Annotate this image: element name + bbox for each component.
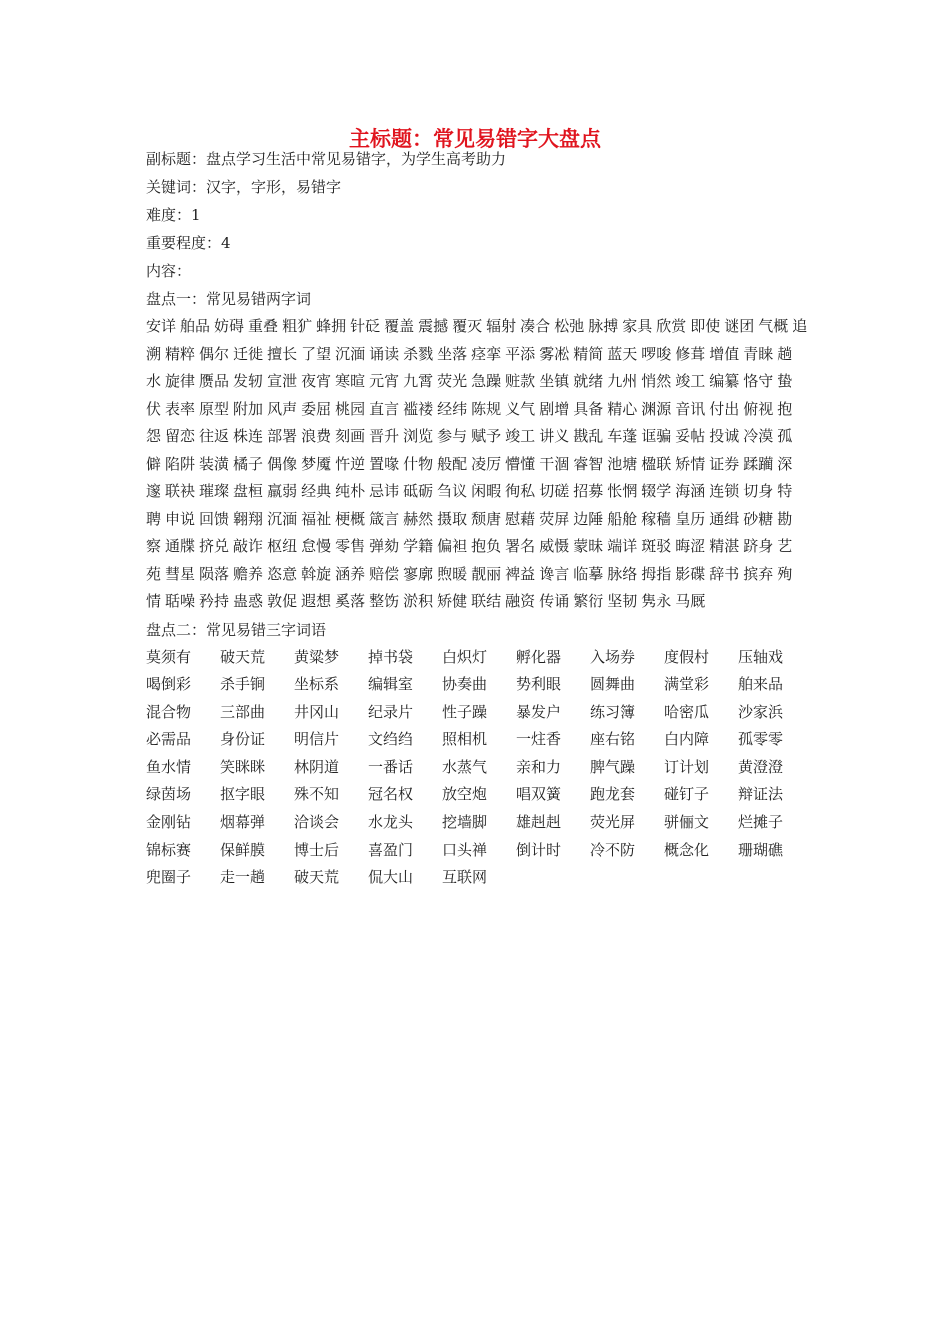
word-item: 矫健 <box>437 592 468 610</box>
word-item: 敲诈 <box>233 537 264 555</box>
word-item: 奚落 <box>335 592 366 610</box>
word-item: 博士后 <box>294 840 340 859</box>
word-item: 坐落 <box>437 344 468 363</box>
word-item: 般配 <box>437 454 468 473</box>
word-item: 孵化器 <box>516 647 562 666</box>
word-item: 即使 <box>690 317 721 335</box>
word-item: 脉搏 <box>588 317 619 335</box>
importance-line: 重要程度：4 <box>146 234 231 252</box>
word-item: 恣意 <box>267 564 298 583</box>
word-item: 桃园 <box>335 399 366 418</box>
word-item: 裨益 <box>505 564 536 583</box>
word-item: 雄赳赳 <box>516 813 562 832</box>
word-item: 煦暖 <box>437 564 468 583</box>
word-item: 蓝天 <box>607 344 638 363</box>
word-item: 斑驳 <box>641 537 672 555</box>
word-item: 冠名权 <box>368 785 414 804</box>
word-item: 直言 <box>369 399 400 418</box>
word-item: 竣工 <box>675 372 706 390</box>
word-item: 偶像 <box>267 454 298 473</box>
word-item: 荧光屏 <box>590 813 636 832</box>
word-item: 编辑室 <box>368 675 414 694</box>
word-item: 零售 <box>335 537 366 555</box>
difficulty-line: 难度：1 <box>146 206 201 224</box>
word-item: 林阴道 <box>294 757 340 776</box>
word-item: 黄澄澄 <box>738 757 784 776</box>
word-item: 传诵 <box>539 592 570 610</box>
word-item: 置喙 <box>369 454 400 473</box>
word-item: 恪守 <box>743 372 774 390</box>
word-item: 边陲 <box>573 509 604 528</box>
word-item: 招募 <box>573 482 604 500</box>
word-item: 烂摊子 <box>738 813 784 832</box>
word-item: 痉挛 <box>471 344 502 363</box>
word-item: 修葺 <box>675 344 706 363</box>
word-item: 口头禅 <box>442 840 488 859</box>
word-item: 砂糖 <box>743 509 774 528</box>
word-item: 颓唐 <box>471 509 502 528</box>
word-item: 迁徙 <box>233 344 264 363</box>
word-item: 殉情 <box>146 564 793 610</box>
word-item: 诓骗 <box>641 427 672 445</box>
word-item: 聒噪 <box>165 592 196 610</box>
word-item: 诵读 <box>369 344 400 363</box>
word-item: 安详 <box>146 317 177 335</box>
word-item: 一番话 <box>368 757 414 776</box>
word-item: 陷阱 <box>165 454 196 473</box>
word-item: 了望 <box>301 344 332 363</box>
word-item: 势利眼 <box>516 675 562 694</box>
word-item: 投诚 <box>709 427 740 445</box>
word-item: 箴言 <box>369 509 400 528</box>
word-item: 九州 <box>607 372 638 390</box>
word-item: 急躁 <box>471 372 502 390</box>
word-item: 兜圈子 <box>146 868 192 887</box>
word-item: 表率 <box>165 399 196 418</box>
word-item: 雾凇 <box>539 344 570 363</box>
word-item: 抠字眼 <box>220 785 266 804</box>
word-item: 勘察 <box>146 509 793 555</box>
word-item: 砥砺 <box>403 482 434 500</box>
word-item: 悄然 <box>641 372 672 390</box>
word-item: 明信片 <box>294 730 340 749</box>
word-item: 通缉 <box>709 509 740 528</box>
word-item: 切身 <box>743 482 774 500</box>
word-item: 联袂 <box>165 482 196 500</box>
word-item: 坐镇 <box>539 372 570 390</box>
word-item: 风声 <box>267 399 298 418</box>
word-item: 参与 <box>437 427 468 445</box>
word-item: 什物 <box>403 454 434 473</box>
word-item: 闲暇 <box>471 482 502 500</box>
word-item: 临摹 <box>573 564 604 583</box>
word-item: 元宵 <box>369 372 400 390</box>
word-item: 梗概 <box>335 509 366 528</box>
word-item: 辐射 <box>486 317 517 335</box>
word-item: 睿智 <box>573 454 604 473</box>
word-item: 蒙昧 <box>573 537 604 555</box>
word-item: 走一趟 <box>220 868 266 887</box>
word-item: 俯视 <box>743 399 774 418</box>
word-item: 满堂彩 <box>664 675 710 694</box>
word-item: 辍学 <box>641 482 672 500</box>
word-item: 保鲜膜 <box>220 840 266 859</box>
word-item: 端详 <box>607 537 638 555</box>
word-item: 船舱 <box>607 509 638 528</box>
word-item: 怅惘 <box>607 482 638 500</box>
word-item: 刍议 <box>437 482 468 500</box>
word-item: 荧屏 <box>539 509 570 528</box>
word-item: 发轫 <box>233 372 264 390</box>
word-item: 唱双簧 <box>516 785 562 804</box>
word-item: 珊瑚礁 <box>738 840 784 859</box>
word-item: 蛊惑 <box>233 592 264 610</box>
word-item: 经纬 <box>437 399 468 418</box>
word-item: 慰藉 <box>505 509 536 528</box>
word-item: 付出 <box>709 399 740 418</box>
word-item: 谜团 <box>724 317 755 335</box>
keywords-line: 关键词：汉字，字形，易错字 <box>146 178 342 196</box>
word-item: 陨落 <box>199 564 230 583</box>
word-item: 圆舞曲 <box>590 675 636 694</box>
word-item: 谗言 <box>539 564 570 583</box>
word-item: 隽永 <box>641 592 672 610</box>
word-item: 赡养 <box>233 564 264 583</box>
word-item: 切磋 <box>539 482 570 500</box>
word-item: 偶尔 <box>199 344 230 363</box>
section2-heading: 盘点二：常见易错三字词语 <box>146 620 327 639</box>
word-item: 烟幕弹 <box>220 813 266 832</box>
word-item: 靓丽 <box>471 564 502 583</box>
word-item: 辩证法 <box>738 785 784 804</box>
word-item: 妨碍 <box>214 317 245 335</box>
word-item: 淤积 <box>403 592 434 610</box>
word-item: 殊不知 <box>294 785 340 804</box>
section1-heading: 盘点一：常见易错两字词 <box>146 290 312 308</box>
word-item: 通牒 <box>165 537 196 555</box>
word-item: 部署 <box>267 427 298 445</box>
word-item: 敦促 <box>267 592 298 610</box>
word-item: 放空炮 <box>442 785 488 804</box>
word-item: 蜂拥 <box>316 317 347 335</box>
word-item: 纪录片 <box>368 702 414 721</box>
word-item: 凑合 <box>520 317 551 335</box>
word-item: 练习簿 <box>590 702 636 721</box>
word-item: 松弛 <box>554 317 585 335</box>
word-item: 晋升 <box>369 427 400 445</box>
word-item: 陈规 <box>471 399 502 418</box>
word-item: 池塘 <box>607 454 638 473</box>
word-item: 矫情 <box>675 454 706 473</box>
word-item: 拇指 <box>641 564 672 583</box>
word-item: 株连 <box>233 427 264 445</box>
word-item: 深邃 <box>146 454 793 500</box>
word-item: 忤逆 <box>335 454 366 473</box>
content-label: 内容： <box>146 262 192 280</box>
word-item: 平添 <box>505 344 536 363</box>
word-item: 彗星 <box>165 564 196 583</box>
word-item: 联结 <box>471 592 502 610</box>
word-item: 浏览 <box>403 427 434 445</box>
word-item: 喜盈门 <box>368 840 414 859</box>
word-item: 度假村 <box>664 647 710 666</box>
word-item: 遐想 <box>301 592 332 610</box>
word-item: 具备 <box>573 399 604 418</box>
word-item: 协奏曲 <box>442 675 488 694</box>
word-item: 破天荒 <box>294 868 340 887</box>
word-item: 绿茵场 <box>146 785 192 804</box>
word-item: 渊源 <box>641 399 672 418</box>
word-item: 身份证 <box>220 730 266 749</box>
word-item: 擅长 <box>267 344 298 363</box>
word-item: 暴发户 <box>516 702 562 721</box>
word-item: 艺苑 <box>146 537 793 583</box>
word-item: 往返 <box>199 427 230 445</box>
word-item: 摄取 <box>437 509 468 528</box>
word-item: 怠慢 <box>301 537 332 555</box>
word-item: 装潢 <box>199 454 230 473</box>
word-item: 洽谈会 <box>294 813 340 832</box>
word-item: 金刚钻 <box>146 813 192 832</box>
word-item: 就绪 <box>573 372 604 390</box>
word-item: 气概 <box>758 317 789 335</box>
word-item: 孤僻 <box>146 427 793 473</box>
word-item: 水蒸气 <box>442 757 488 776</box>
word-item: 必需品 <box>146 730 192 749</box>
word-item: 一炷香 <box>516 730 562 749</box>
word-item: 莫须有 <box>146 647 192 666</box>
word-item: 骈俪文 <box>664 813 710 832</box>
word-item: 署名 <box>505 537 536 555</box>
word-item: 融资 <box>505 592 536 610</box>
word-item: 井冈山 <box>294 702 340 721</box>
word-item: 赔偿 <box>369 564 400 583</box>
word-item: 斡旋 <box>301 564 332 583</box>
word-item: 妥帖 <box>675 427 706 445</box>
word-item: 义气 <box>505 399 536 418</box>
word-item: 寒暄 <box>335 372 366 390</box>
word-item: 针砭 <box>350 317 381 335</box>
word-item: 赫然 <box>403 509 434 528</box>
word-item: 涵养 <box>335 564 366 583</box>
word-item: 威慑 <box>539 537 570 555</box>
word-item: 赝品 <box>199 372 230 390</box>
word-item: 精简 <box>573 344 604 363</box>
word-item: 脉络 <box>607 564 638 583</box>
word-item: 辞书 <box>709 564 740 583</box>
word-item: 坐标系 <box>294 675 340 694</box>
word-item: 寥廓 <box>403 564 434 583</box>
word-item: 经典 <box>301 482 332 500</box>
word-item: 旋律 <box>165 372 196 390</box>
word-item: 褴褛 <box>403 399 434 418</box>
word-item: 入场券 <box>590 647 636 666</box>
word-item: 青睐 <box>743 344 774 363</box>
word-item: 混合物 <box>146 702 192 721</box>
main-title: 主标题：常见易错字大盘点 <box>349 127 601 151</box>
word-item: 留恋 <box>165 427 196 445</box>
word-item: 九霄 <box>403 372 434 390</box>
word-item: 喝倒彩 <box>146 675 192 694</box>
word-item: 舶品 <box>180 317 211 335</box>
word-item: 赋予 <box>471 427 502 445</box>
word-item: 覆灭 <box>452 317 483 335</box>
word-item: 夜宵 <box>301 372 332 390</box>
word-item: 追溯 <box>146 317 808 363</box>
word-item: 赃款 <box>505 372 536 390</box>
word-item: 亲和力 <box>516 757 562 776</box>
word-item: 碰钉子 <box>664 785 710 804</box>
word-item: 璀璨 <box>199 482 230 500</box>
word-item: 照相机 <box>442 730 488 749</box>
word-item: 精湛 <box>709 537 740 555</box>
word-item: 文绉绉 <box>368 730 414 749</box>
word-item: 沙家浜 <box>738 702 784 721</box>
word-item: 沉湎 <box>267 509 298 528</box>
word-item: 白炽灯 <box>442 647 488 666</box>
word-item: 覆盖 <box>384 317 415 335</box>
word-item: 影碟 <box>675 564 706 583</box>
word-item: 增值 <box>709 344 740 363</box>
word-item: 戡乱 <box>573 427 604 445</box>
two-char-word-list <box>146 313 811 616</box>
word-item: 精心 <box>607 399 638 418</box>
word-item: 繁衍 <box>573 592 604 610</box>
word-item: 晦涩 <box>675 537 706 555</box>
word-item: 舶来品 <box>738 675 784 694</box>
word-item: 黄粱梦 <box>294 647 340 666</box>
subtitle-line: 副标题：盘点学习生活中常见易错字，为学生高考助力 <box>146 150 507 168</box>
word-item: 性子躁 <box>442 702 488 721</box>
word-item: 皇历 <box>675 509 706 528</box>
word-item: 稼穑 <box>641 509 672 528</box>
word-item: 趟水 <box>146 344 793 390</box>
word-item: 锦标赛 <box>146 840 192 859</box>
word-item: 啰唆 <box>641 344 672 363</box>
word-item: 白内障 <box>664 730 710 749</box>
word-item: 订计划 <box>664 757 710 776</box>
word-item: 水龙头 <box>368 813 414 832</box>
word-item: 忌讳 <box>369 482 400 500</box>
word-item: 破天荒 <box>220 647 266 666</box>
word-item: 冷不防 <box>590 840 636 859</box>
word-item: 抱负 <box>471 537 502 555</box>
word-item: 徇私 <box>505 482 536 500</box>
word-item: 宣泄 <box>267 372 298 390</box>
word-item: 荧光 <box>437 372 468 390</box>
word-item: 车蓬 <box>607 427 638 445</box>
word-item: 摈弃 <box>743 564 774 583</box>
word-item: 申说 <box>165 509 196 528</box>
word-item: 学籍 <box>403 537 434 555</box>
word-item: 翱翔 <box>233 509 264 528</box>
word-item: 重叠 <box>248 317 279 335</box>
word-item: 梦魇 <box>301 454 332 473</box>
word-item: 家具 <box>622 317 653 335</box>
word-item: 粗犷 <box>282 317 313 335</box>
word-item: 三部曲 <box>220 702 266 721</box>
word-item: 讲义 <box>539 427 570 445</box>
word-item: 干涸 <box>539 454 570 473</box>
word-item: 坚韧 <box>607 592 638 610</box>
document-body <box>146 145 816 892</box>
three-char-word-list <box>146 644 816 892</box>
word-item: 沉湎 <box>335 344 366 363</box>
word-item: 浪费 <box>301 427 332 445</box>
word-item: 懵懂 <box>505 454 536 473</box>
word-item: 倒计时 <box>516 840 562 859</box>
word-item: 竣工 <box>505 427 536 445</box>
word-item: 附加 <box>233 399 264 418</box>
word-item: 笑眯眯 <box>220 757 266 776</box>
word-item: 编纂 <box>709 372 740 390</box>
word-item: 震撼 <box>418 317 449 335</box>
word-item: 刻画 <box>335 427 366 445</box>
word-item: 挖墙脚 <box>442 813 488 832</box>
word-item: 蹂躏 <box>743 454 774 473</box>
word-item: 纯朴 <box>335 482 366 500</box>
word-item: 杀手锏 <box>220 675 266 694</box>
word-item: 脾气躁 <box>590 757 636 776</box>
word-item: 证券 <box>709 454 740 473</box>
word-item: 凌厉 <box>471 454 502 473</box>
word-item: 橘子 <box>233 454 264 473</box>
word-item: 马厩 <box>675 592 706 610</box>
word-item: 特聘 <box>146 482 793 528</box>
word-item: 剧增 <box>539 399 570 418</box>
word-item: 原型 <box>199 399 230 418</box>
word-item: 精粹 <box>165 344 196 363</box>
word-item: 回馈 <box>199 509 230 528</box>
word-item: 概念化 <box>664 840 710 859</box>
word-item: 鱼水情 <box>146 757 192 776</box>
word-item: 委屈 <box>301 399 332 418</box>
word-item: 楹联 <box>641 454 672 473</box>
word-item: 蛰伏 <box>146 372 793 418</box>
word-item: 羸弱 <box>267 482 298 500</box>
word-item: 压轴戏 <box>738 647 784 666</box>
word-item: 整饬 <box>369 592 400 610</box>
word-item: 海涵 <box>675 482 706 500</box>
word-item: 欣赏 <box>656 317 687 335</box>
word-item: 冷漠 <box>743 427 774 445</box>
word-item: 弹劾 <box>369 537 400 555</box>
word-item: 偏袒 <box>437 537 468 555</box>
word-item: 盘桓 <box>233 482 264 500</box>
word-item: 矜持 <box>199 592 230 610</box>
word-item: 跑龙套 <box>590 785 636 804</box>
word-item: 连锁 <box>709 482 740 500</box>
word-item: 跻身 <box>743 537 774 555</box>
word-item: 掉书袋 <box>368 647 414 666</box>
word-item: 侃大山 <box>368 868 414 887</box>
word-item: 互联网 <box>442 868 488 887</box>
word-item: 杀戮 <box>403 344 434 363</box>
word-item: 座右铭 <box>590 730 636 749</box>
word-item: 音讯 <box>675 399 706 418</box>
word-item: 挤兑 <box>199 537 230 555</box>
word-item: 福祉 <box>301 509 332 528</box>
word-item: 孤零零 <box>738 730 784 749</box>
word-item: 枢纽 <box>267 537 298 555</box>
word-item: 哈密瓜 <box>664 702 710 721</box>
word-item: 抱怨 <box>146 399 793 445</box>
